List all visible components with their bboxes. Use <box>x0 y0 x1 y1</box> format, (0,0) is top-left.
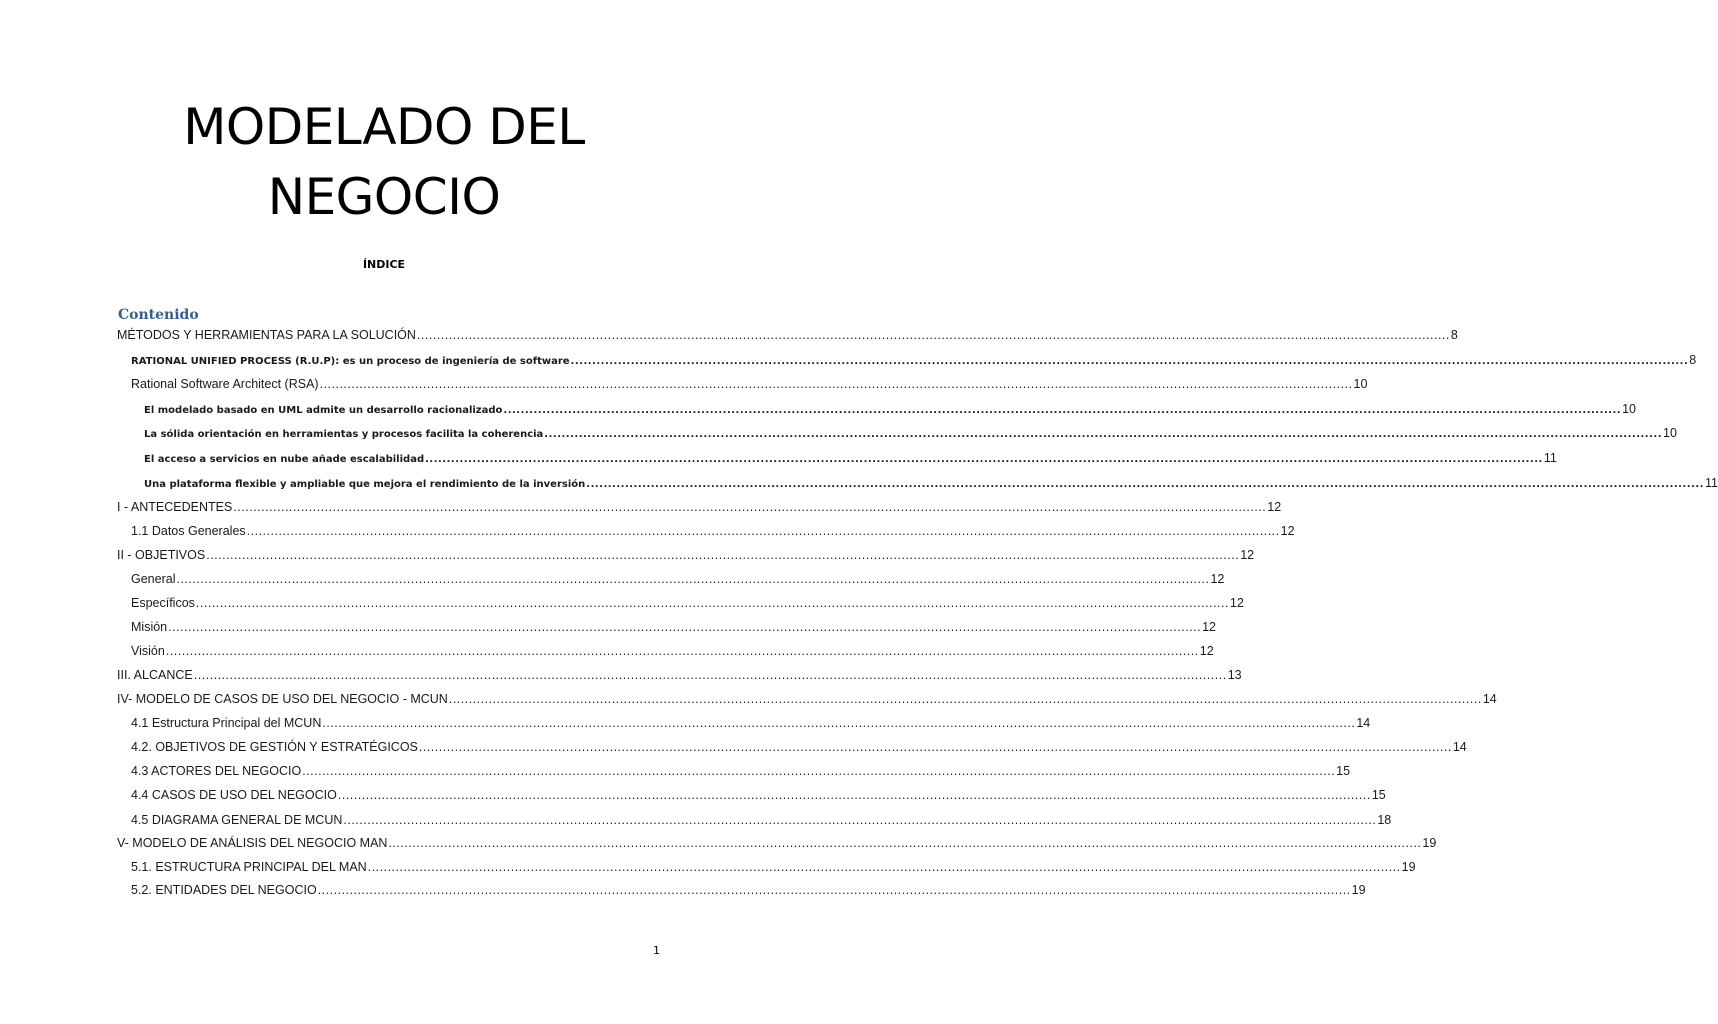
toc-entry[interactable] <box>131 353 1697 367</box>
toc-leader-dots: .................................................................................................................................................................................................................................................................... <box>195 596 1229 610</box>
toc-entry-page: 18 <box>1377 813 1392 827</box>
toc-entry-title: Misión <box>131 620 168 634</box>
toc-entry-page: 12 <box>1280 524 1295 538</box>
toc-leader-dots: .................................................................................................................................................................................................................................................................... <box>319 377 1353 391</box>
toc-entry-title: 4.1 Estructura Principal del MCUN <box>131 716 322 730</box>
toc-entry[interactable] <box>131 716 1371 730</box>
toc-entry-page: 14 <box>1482 692 1497 706</box>
toc-entry[interactable] <box>131 788 1386 802</box>
toc-entry[interactable] <box>117 328 1458 342</box>
contents-heading: Contenido <box>118 307 199 323</box>
toc-leader-dots: .................................................................................................................................................................................................................................................................... <box>322 716 1356 730</box>
toc-leader-dots: .................................................................................................................................................................................................................................................................... <box>367 860 1401 874</box>
toc-entry-title: General <box>131 572 176 586</box>
toc-entry-title: Una plataforma flexible y ampliable que mejora el rendimiento de la inversión <box>144 479 586 490</box>
toc-entry[interactable] <box>131 377 1368 391</box>
toc-leader-dots: .................................................................................................................................................................................................................................................................... <box>425 454 1543 465</box>
toc-entry-page: 12 <box>1229 596 1244 610</box>
page-number: 1 <box>653 944 660 957</box>
toc-leader-dots: .................................................................................................................................................................................................................................................................... <box>337 788 1371 802</box>
toc-entry-title: I - ANTECEDENTES <box>117 500 233 514</box>
toc-entry-title: 4.5 DIAGRAMA GENERAL DE MCUN <box>131 813 343 827</box>
toc-leader-dots: .................................................................................................................................................................................................................................................................... <box>448 692 1482 706</box>
toc-leader-dots: .................................................................................................................................................................................................................................................................... <box>193 668 1227 682</box>
toc-leader-dots: .................................................................................................................................................................................................................................................................... <box>544 429 1662 440</box>
toc-entry-title: 4.4 CASOS DE USO DEL NEGOCIO <box>131 788 337 802</box>
index-heading: ÍNDICE <box>362 258 406 271</box>
toc-entry-title: II - OBJETIVOS <box>117 548 206 562</box>
toc-entry[interactable] <box>131 644 1214 658</box>
toc-entry-page: 15 <box>1371 788 1386 802</box>
toc-entry-page: 14 <box>1452 740 1467 754</box>
toc-leader-dots: .................................................................................................................................................................................................................................................................... <box>388 836 1422 850</box>
toc-entry-title: IV- MODELO DE CASOS DE USO DEL NEGOCIO - MCUN <box>117 692 448 706</box>
toc-leader-dots: .................................................................................................................................................................................................................................................................... <box>570 356 1689 367</box>
toc-entry-title: 4.3 ACTORES DEL NEGOCIO <box>131 764 302 778</box>
toc-leader-dots: .................................................................................................................................................................................................................................................................... <box>317 883 1351 897</box>
toc-leader-dots: .................................................................................................................................................................................................................................................................... <box>176 572 1210 586</box>
toc-entry-page: 10 <box>1353 377 1368 391</box>
toc-entry-title: La sólida orientación en herramientas y procesos facilita la coherencia <box>144 429 544 440</box>
toc-leader-dots: .................................................................................................................................................................................................................................................................... <box>233 500 1267 514</box>
toc-entry-page: 19 <box>1351 883 1366 897</box>
toc-entry[interactable] <box>131 860 1416 874</box>
toc-entry[interactable] <box>131 572 1225 586</box>
toc-entry[interactable] <box>131 620 1216 634</box>
toc-entry[interactable] <box>144 426 1677 440</box>
toc-entry[interactable] <box>144 402 1637 416</box>
toc-entry-page: 11 <box>1704 476 1718 490</box>
toc-entry-title: MÉTODOS Y HERRAMIENTAS PARA LA SOLUCIÓN <box>117 328 416 342</box>
toc-entry[interactable] <box>144 451 1557 465</box>
toc-entry[interactable] <box>131 740 1467 754</box>
toc-entry-title: III. ALCANCE <box>117 668 193 682</box>
toc-leader-dots: .................................................................................................................................................................................................................................................................... <box>302 764 1336 778</box>
toc-entry-page: 11 <box>1543 451 1557 465</box>
toc-entry-page: 12 <box>1202 620 1216 634</box>
toc-entry[interactable] <box>131 596 1244 610</box>
toc-entry[interactable] <box>131 764 1351 778</box>
toc-entry-page: 12 <box>1210 572 1225 586</box>
toc-entry[interactable] <box>117 836 1437 850</box>
toc-entry-page: 8 <box>1450 328 1458 342</box>
toc-entry-title: V- MODELO DE ANÁLISIS DEL NEGOCIO MAN <box>117 836 388 850</box>
title-line-2: NEGOCIO <box>267 168 501 226</box>
toc-entry[interactable] <box>131 813 1392 827</box>
title-line-1: MODELADO DEL <box>183 98 585 156</box>
toc-entry-title: El acceso a servicios en nube añade escalabilidad <box>144 454 425 465</box>
toc-entry-title: 1.1 Datos Generales <box>131 524 246 538</box>
toc-leader-dots: .................................................................................................................................................................................................................................................................... <box>206 548 1240 562</box>
toc-entry-title: Rational Software Architect (RSA) <box>131 377 319 391</box>
toc-entry[interactable] <box>117 548 1255 562</box>
toc-entry-title: Visión <box>131 644 165 658</box>
toc-entry[interactable] <box>117 668 1242 682</box>
toc-leader-dots: .................................................................................................................................................................................................................................................................... <box>168 620 1202 634</box>
toc-leader-dots: .................................................................................................................................................................................................................................................................... <box>503 405 1622 416</box>
toc-entry-page: 12 <box>1199 644 1214 658</box>
toc-leader-dots: .................................................................................................................................................................................................................................................................... <box>343 813 1377 827</box>
toc-entry-title: 4.2. OBJETIVOS DE GESTIÓN Y ESTRATÉGICOS <box>131 740 418 754</box>
toc-entry[interactable] <box>117 500 1282 514</box>
document-title <box>0 92 768 232</box>
toc-leader-dots: .................................................................................................................................................................................................................................................................... <box>165 644 1199 658</box>
toc-entry-page: 19 <box>1401 860 1416 874</box>
toc-entry[interactable] <box>144 476 1718 490</box>
toc-entry-page: 10 <box>1622 402 1637 416</box>
toc-leader-dots: .................................................................................................................................................................................................................................................................... <box>586 479 1704 490</box>
toc-entry[interactable] <box>131 883 1366 897</box>
toc-leader-dots: .................................................................................................................................................................................................................................................................... <box>416 328 1450 342</box>
toc-entry-page: 8 <box>1689 353 1697 367</box>
toc-entry-title: 5.2. ENTIDADES DEL NEGOCIO <box>131 883 317 897</box>
toc-entry[interactable] <box>117 692 1497 706</box>
toc-entry-title: 5.1. ESTRUCTURA PRINCIPAL DEL MAN <box>131 860 367 874</box>
toc-entry-page: 14 <box>1356 716 1371 730</box>
toc-entry-page: 13 <box>1227 668 1242 682</box>
toc-entry-page: 12 <box>1240 548 1255 562</box>
toc-leader-dots: .................................................................................................................................................................................................................................................................... <box>246 524 1280 538</box>
toc-entry-page: 19 <box>1422 836 1437 850</box>
toc-entry-title: RATIONAL UNIFIED PROCESS (R.U.P): es un proceso de ingeniería de software <box>131 356 570 367</box>
toc-entry-title: El modelado basado en UML admite un desarrollo racionalizado <box>144 405 503 416</box>
toc-entry[interactable] <box>131 524 1295 538</box>
toc-entry-title: Específicos <box>131 596 195 610</box>
toc-entry-page: 12 <box>1267 500 1282 514</box>
toc-entry-page: 15 <box>1336 764 1351 778</box>
toc-entry-page: 10 <box>1663 426 1677 440</box>
toc-leader-dots: .................................................................................................................................................................................................................................................................... <box>418 740 1452 754</box>
